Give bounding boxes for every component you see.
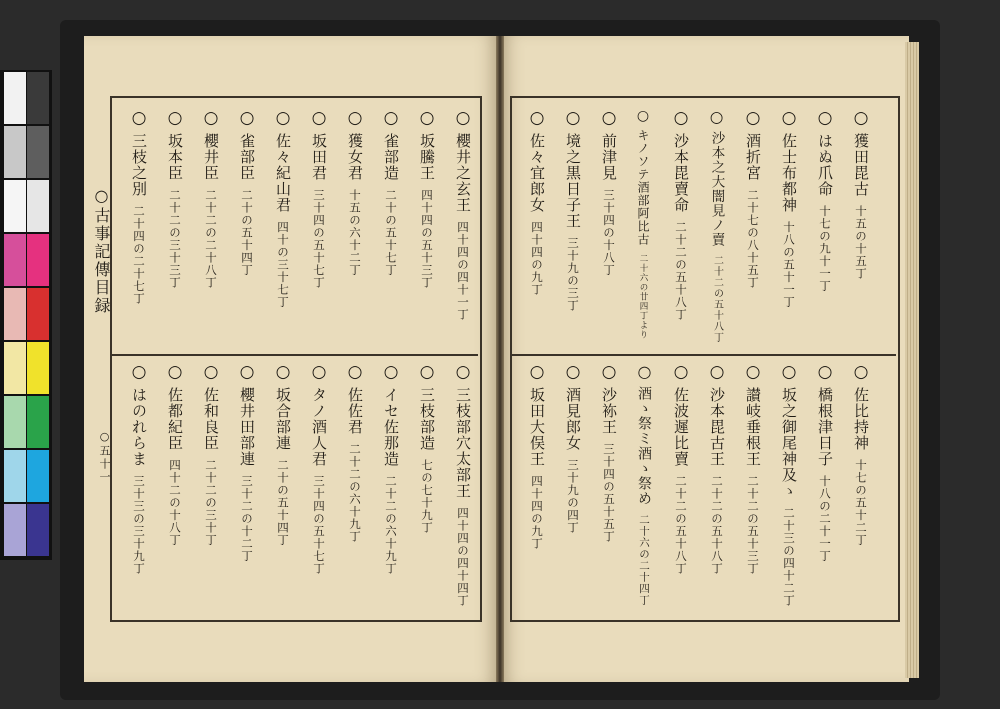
entry-page: 三十四の五十七丁 bbox=[312, 475, 326, 575]
entry-name: 櫻井田部連 bbox=[238, 387, 256, 467]
index-entry bbox=[274, 108, 291, 309]
entry-name: 坂之御尾神及ゝ bbox=[780, 387, 798, 499]
entry-circle: ○ bbox=[417, 362, 437, 383]
entry-name: 雀部造 bbox=[382, 133, 400, 181]
entry-page: 二十二の三十三丁 bbox=[168, 189, 182, 289]
entry-page: 二十二の六十九丁 bbox=[348, 443, 362, 543]
index-entry bbox=[816, 108, 833, 293]
index-entry bbox=[274, 362, 291, 547]
checker-patch bbox=[27, 180, 49, 232]
entry-circle: ○ bbox=[779, 362, 799, 383]
entry-circle: ○ bbox=[309, 362, 329, 383]
entry-circle: ○ bbox=[345, 108, 365, 129]
entry-page: 二十四の二十七丁 bbox=[132, 205, 146, 305]
entry-circle: ○ bbox=[527, 362, 547, 383]
entry-name: 酒ゝ祭ミ酒ゝ祭め bbox=[636, 386, 652, 506]
entry-page: 四十二の十八丁 bbox=[168, 459, 182, 547]
entry-page: 三十四の五十七丁 bbox=[312, 189, 326, 289]
entry-circle: ○ bbox=[453, 362, 473, 383]
entry-page: 十五の十五丁 bbox=[854, 205, 868, 280]
entry-circle: ○ bbox=[635, 362, 654, 382]
entry-circle: ○ bbox=[129, 362, 149, 383]
checker-patch bbox=[27, 504, 49, 556]
checker-patch bbox=[4, 342, 26, 394]
entry-name: タノ酒人君 bbox=[310, 387, 328, 467]
index-entry bbox=[382, 108, 399, 277]
entry-name: 三枝部穴太部王 bbox=[454, 387, 472, 499]
entry-page: 三十三の三十九丁 bbox=[132, 475, 146, 575]
index-entry bbox=[852, 362, 869, 547]
index-entry bbox=[816, 362, 833, 563]
entry-page: 四十の三十七丁 bbox=[276, 221, 290, 309]
index-entry bbox=[454, 362, 471, 607]
entry-page: 二十三の四十二丁 bbox=[782, 507, 796, 607]
checker-patch bbox=[4, 126, 26, 178]
entry-circle: ○ bbox=[417, 108, 437, 129]
index-entry bbox=[672, 108, 689, 321]
entry-name: 佐々紀山君 bbox=[274, 133, 292, 213]
checker-patch bbox=[27, 126, 49, 178]
entry-page: 二十の五十四丁 bbox=[276, 459, 290, 547]
index-entry bbox=[780, 362, 797, 607]
entry-circle: ○ bbox=[707, 362, 727, 383]
entry-name: 坂騰王 bbox=[418, 133, 436, 181]
entry-page: 三十二の十二丁 bbox=[240, 475, 254, 563]
entry-name: はぬ爪命 bbox=[816, 133, 834, 197]
entry-page: 二十二の五十八丁 bbox=[711, 255, 723, 343]
entry-circle: ○ bbox=[165, 108, 185, 129]
entry-name: 坂田君 bbox=[310, 133, 328, 181]
entry-circle: ○ bbox=[815, 108, 835, 129]
entry-name: 沙本毘賣命 bbox=[672, 133, 690, 213]
index-entry bbox=[346, 362, 363, 543]
entry-page: 三十四の十八丁 bbox=[602, 189, 616, 277]
entry-page: 二十二の五十八丁 bbox=[674, 221, 688, 321]
entry-page: 二十六の廿四丁より bbox=[638, 254, 648, 340]
checker-patch bbox=[27, 288, 49, 340]
entry-name: 沙本之大闇見ノ賣 bbox=[708, 131, 725, 247]
entry-name: 獲女君 bbox=[346, 133, 364, 181]
entry-page: 七の七十九丁 bbox=[420, 459, 434, 534]
entry-name: キノソテ酒部阿比古 bbox=[636, 129, 650, 246]
entry-page: 四十四の九丁 bbox=[530, 221, 544, 296]
index-entry bbox=[600, 362, 617, 543]
index-entry bbox=[636, 108, 650, 340]
index-entry bbox=[238, 362, 255, 563]
index-entry bbox=[382, 362, 399, 575]
entry-name: 佐士布都神 bbox=[780, 133, 798, 213]
entry-circle: ○ bbox=[671, 108, 691, 129]
entry-circle: ○ bbox=[527, 108, 547, 129]
entry-page: 二十六の二十四丁 bbox=[638, 514, 650, 606]
page-edges bbox=[905, 42, 919, 678]
entry-circle: ○ bbox=[381, 108, 401, 129]
entry-page: 四十四の五十三丁 bbox=[420, 189, 434, 289]
entry-circle: ○ bbox=[743, 362, 763, 383]
book-gutter bbox=[496, 36, 504, 682]
entry-name: 三枝之別 bbox=[130, 133, 148, 197]
entry-name: 佐和良臣 bbox=[202, 387, 220, 451]
entry-page: 十八の五十一丁 bbox=[782, 221, 796, 309]
entry-name: はのれらま bbox=[130, 387, 148, 467]
entry-name: 沙袮王 bbox=[600, 387, 618, 435]
index-entry bbox=[166, 108, 183, 289]
entry-circle: ○ bbox=[201, 362, 221, 383]
entry-circle: ○ bbox=[129, 108, 149, 129]
entry-name: 佐波遲比賣 bbox=[672, 387, 690, 467]
entry-name: 酒折宮 bbox=[744, 133, 762, 181]
entry-page: 十七の五十二丁 bbox=[854, 459, 868, 547]
entry-page: 三十九の四丁 bbox=[566, 459, 580, 534]
entry-circle: ○ bbox=[671, 362, 691, 383]
entry-circle: ○ bbox=[563, 362, 583, 383]
entry-page: 四十四の九丁 bbox=[530, 475, 544, 550]
entry-circle: ○ bbox=[273, 362, 293, 383]
entry-page: 三十九の三丁 bbox=[566, 237, 580, 312]
checker-patch bbox=[27, 72, 49, 124]
entry-circle: ○ bbox=[851, 362, 871, 383]
index-entry bbox=[418, 362, 435, 534]
entry-page: 十八の二十一丁 bbox=[818, 475, 832, 563]
entry-page: 十七の九十一丁 bbox=[818, 205, 832, 293]
index-entry bbox=[130, 108, 147, 305]
entry-circle: ○ bbox=[237, 108, 257, 129]
index-entry bbox=[454, 108, 471, 321]
entry-page: 二十二の五十八丁 bbox=[710, 475, 724, 575]
entry-circle: ○ bbox=[309, 108, 329, 129]
entry-circle: ○ bbox=[815, 362, 835, 383]
entry-name: イセ佐那造 bbox=[382, 387, 400, 467]
entry-page: 二十二の六十九丁 bbox=[384, 475, 398, 575]
entry-name: 三枝部造 bbox=[418, 387, 436, 451]
index-entry bbox=[166, 362, 183, 547]
entry-circle: ○ bbox=[707, 108, 726, 127]
entry-name: 櫻井臣 bbox=[202, 133, 220, 181]
checker-patch bbox=[4, 72, 26, 124]
entry-circle: ○ bbox=[635, 108, 651, 125]
index-entry bbox=[130, 362, 147, 575]
entry-circle: ○ bbox=[599, 362, 619, 383]
entry-name: 沙本毘古王 bbox=[708, 387, 726, 467]
entry-name: 橋根津日子 bbox=[816, 387, 834, 467]
checker-patch bbox=[4, 234, 26, 286]
index-entry bbox=[310, 362, 327, 575]
index-entry bbox=[852, 108, 869, 280]
entry-name: 櫻井之玄王 bbox=[454, 133, 472, 213]
right-divider bbox=[512, 354, 896, 356]
entry-name: 境之黒日子王 bbox=[564, 133, 582, 229]
checker-patch bbox=[4, 180, 26, 232]
entry-name: 獲田毘古 bbox=[852, 133, 870, 197]
checker-patch bbox=[27, 396, 49, 448]
index-entry bbox=[708, 108, 724, 343]
checker-patch bbox=[4, 288, 26, 340]
index-entry bbox=[528, 362, 545, 550]
entry-name: 坂田大俣王 bbox=[528, 387, 546, 467]
entry-name: 前津見 bbox=[600, 133, 618, 181]
title-strip: ○古事記傳目録 bbox=[92, 186, 111, 315]
entry-page: 二十七の八十五丁 bbox=[746, 189, 760, 289]
index-entry bbox=[564, 108, 581, 312]
entry-page: 二十二の三十丁 bbox=[204, 459, 218, 547]
entry-circle: ○ bbox=[201, 108, 221, 129]
checker-patch bbox=[27, 234, 49, 286]
checker-patch bbox=[27, 450, 49, 502]
checker-patch bbox=[27, 342, 49, 394]
entry-circle: ○ bbox=[273, 108, 293, 129]
index-entry bbox=[780, 108, 797, 309]
entry-name: 佐佐君 bbox=[346, 387, 364, 435]
entry-page: 三十四の五十五丁 bbox=[602, 443, 616, 543]
index-entry bbox=[636, 362, 652, 606]
entry-page: 二十二の五十八丁 bbox=[674, 475, 688, 575]
index-entry bbox=[346, 108, 363, 277]
entry-name: 雀部臣 bbox=[238, 133, 256, 181]
index-entry bbox=[418, 108, 435, 289]
entry-circle: ○ bbox=[381, 362, 401, 383]
entry-name: 讃岐垂根王 bbox=[744, 387, 762, 467]
folio-number: ○五十一 bbox=[98, 430, 111, 484]
entry-page: 二十の五十七丁 bbox=[384, 189, 398, 277]
entry-page: 四十四の四十一丁 bbox=[456, 221, 470, 321]
checker-patch bbox=[4, 504, 26, 556]
entry-circle: ○ bbox=[345, 362, 365, 383]
left-divider bbox=[112, 354, 478, 356]
checker-patch bbox=[4, 450, 26, 502]
entry-name: 佐都紀臣 bbox=[166, 387, 184, 451]
entry-circle: ○ bbox=[851, 108, 871, 129]
entry-circle: ○ bbox=[779, 108, 799, 129]
entry-circle: ○ bbox=[743, 108, 763, 129]
entry-name: 佐比持神 bbox=[852, 387, 870, 451]
entry-page: 十五の六十二丁 bbox=[348, 189, 362, 277]
index-entry bbox=[202, 362, 219, 547]
entry-name: 佐々宜郎女 bbox=[528, 133, 546, 213]
entry-name: 酒見郎女 bbox=[564, 387, 582, 451]
entry-page: 二十の五十四丁 bbox=[240, 189, 254, 277]
index-entry bbox=[310, 108, 327, 289]
index-entry bbox=[238, 108, 255, 277]
entry-page: 四十四の四十四丁 bbox=[456, 507, 470, 607]
index-entry bbox=[708, 362, 725, 575]
index-entry bbox=[744, 362, 761, 575]
index-entry bbox=[600, 108, 617, 277]
entry-circle: ○ bbox=[237, 362, 257, 383]
entry-name: 坂合部連 bbox=[274, 387, 292, 451]
entry-page: 二十二の五十三丁 bbox=[746, 475, 760, 575]
index-entry bbox=[744, 108, 761, 289]
index-entry bbox=[528, 108, 545, 296]
entry-circle: ○ bbox=[165, 362, 185, 383]
entry-page: 二十二の二十八丁 bbox=[204, 189, 218, 289]
index-entry bbox=[672, 362, 689, 575]
entry-name: 坂本臣 bbox=[166, 133, 184, 181]
entry-circle: ○ bbox=[563, 108, 583, 129]
color-checker bbox=[0, 70, 52, 560]
checker-patch bbox=[4, 396, 26, 448]
entry-circle: ○ bbox=[599, 108, 619, 129]
index-entry bbox=[202, 108, 219, 289]
index-entry bbox=[564, 362, 581, 534]
entry-circle: ○ bbox=[453, 108, 473, 129]
